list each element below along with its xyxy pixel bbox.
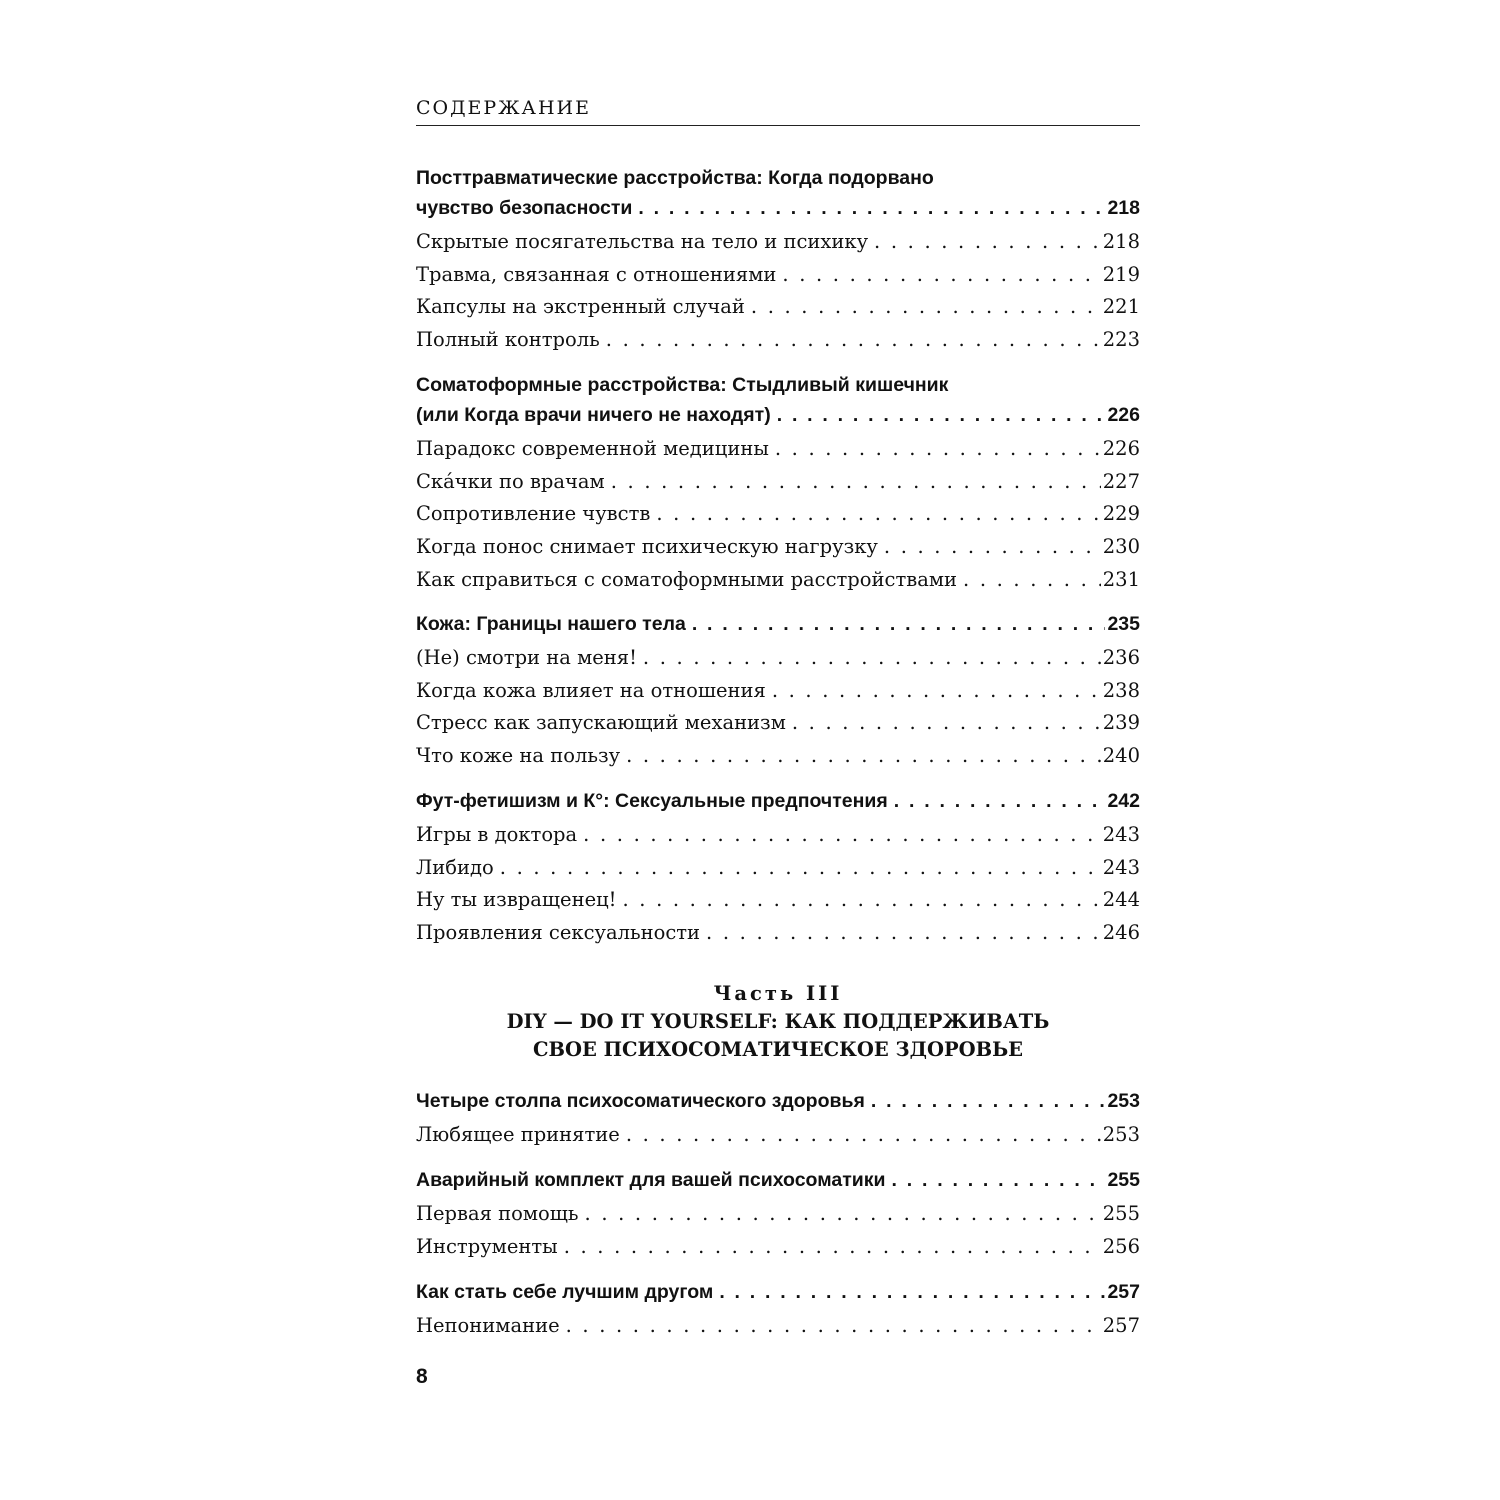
item-page: 231	[1102, 567, 1140, 591]
dot-leader	[777, 400, 1106, 430]
dot-leader	[626, 740, 1101, 773]
toc-item[interactable]	[416, 740, 1140, 773]
toc-section	[416, 1165, 1140, 1263]
header-rule	[416, 125, 1140, 126]
dot-leader	[611, 466, 1101, 499]
toc-item[interactable]	[416, 819, 1140, 852]
item-page: 236	[1102, 646, 1140, 669]
item-title: Капсулы на экстренный случай	[416, 295, 745, 319]
toc-item[interactable]	[416, 884, 1140, 917]
item-page: 226	[1102, 437, 1140, 460]
item-title: Непонимание	[416, 1314, 560, 1337]
chapter-page: 257	[1107, 1281, 1140, 1303]
dot-leader	[775, 433, 1101, 466]
chapter-title-line: Посттравматические расстройства: Когда подорвано	[416, 167, 934, 189]
toc-section	[416, 1086, 1140, 1152]
item-title: Скрытые посягательства на тело и психику	[416, 230, 869, 253]
item-page: 238	[1102, 678, 1140, 702]
dot-leader	[500, 852, 1101, 885]
toc-item[interactable]	[416, 707, 1140, 740]
item-title: Сопротивление чувств	[416, 502, 651, 526]
toc-item[interactable]	[416, 324, 1140, 357]
item-page: 221	[1102, 295, 1140, 319]
dot-leader	[751, 291, 1101, 324]
part-heading	[416, 980, 1140, 1064]
item-title: Проявления сексуальности	[416, 921, 701, 945]
toc-item[interactable]	[416, 642, 1140, 675]
dot-leader	[772, 675, 1101, 708]
item-title: Что коже на пользу	[416, 744, 621, 768]
toc-section	[416, 1277, 1140, 1343]
item-page: 257	[1102, 1314, 1140, 1337]
chapter-title-line: (или Когда врачи ничего не находят)	[416, 404, 771, 426]
item-page: 253	[1102, 1123, 1140, 1146]
toc-section	[416, 163, 1140, 357]
chapter-entry[interactable]	[416, 163, 1140, 223]
dot-leader	[638, 193, 1105, 223]
item-page: 246	[1102, 921, 1140, 945]
item-title: (Не) смотри на меня!	[416, 646, 637, 669]
dot-leader	[622, 884, 1100, 917]
toc-item[interactable]	[416, 259, 1140, 292]
toc-section	[416, 370, 1140, 596]
chapter-page: 242	[1107, 790, 1140, 812]
item-page: 227	[1102, 469, 1140, 493]
item-title: Скáчки по врачам	[416, 469, 605, 493]
toc-item[interactable]	[416, 675, 1140, 708]
item-title: Ну ты извращенец!	[416, 888, 617, 912]
item-page: 239	[1102, 711, 1140, 735]
item-page: 255	[1102, 1202, 1140, 1225]
toc-item[interactable]	[416, 291, 1140, 324]
toc-item[interactable]	[416, 564, 1140, 597]
chapter-page: 253	[1107, 1090, 1140, 1112]
item-title: Полный контроль	[416, 328, 600, 352]
chapter-title-line: Четыре столпа психосоматического здоровья	[416, 1090, 865, 1112]
item-page: 223	[1102, 328, 1140, 352]
item-title: Когда кожа влияет на отношения	[416, 678, 766, 702]
toc-item[interactable]	[416, 1231, 1140, 1264]
item-title: Инструменты	[416, 1234, 558, 1258]
toc-page	[416, 0, 1140, 1500]
part-title-line: DIY — DO IT YOURSELF: КАК ПОДДЕРЖИВАТЬ	[506, 1010, 1050, 1033]
item-page: 230	[1102, 535, 1140, 559]
chapter-title-line: Фут-фетишизм и К°: Сексуальные предпочтения	[416, 790, 888, 812]
dot-leader	[782, 259, 1100, 292]
page-number: 8	[416, 1365, 428, 1388]
chapter-entry[interactable]	[416, 1165, 1140, 1195]
chapter-page: 226	[1107, 404, 1140, 426]
dot-leader	[792, 707, 1101, 740]
chapter-title-line: Как стать себе лучшим другом	[416, 1281, 714, 1303]
chapter-title-line: Аварийный комплект для вашей психосоматики	[416, 1169, 886, 1191]
dot-leader	[583, 819, 1101, 852]
toc-item[interactable]	[416, 466, 1140, 499]
item-title: Как справиться с соматоформными расстройствами	[416, 567, 958, 591]
chapter-entry[interactable]	[416, 370, 1140, 430]
item-title: Травма, связанная с отношениями	[416, 262, 777, 286]
dot-leader	[894, 786, 1106, 816]
chapter-title-line: чувство безопасности	[416, 197, 633, 219]
item-page: 240	[1102, 744, 1140, 768]
toc-item[interactable]	[416, 531, 1140, 564]
running-head: СОДЕРЖАНИЕ	[416, 97, 591, 119]
item-title: Первая помощь	[416, 1202, 579, 1225]
dot-leader	[585, 1198, 1101, 1231]
item-title: Любящее принятие	[416, 1123, 620, 1146]
toc-item[interactable]	[416, 852, 1140, 885]
dot-leader	[963, 564, 1101, 597]
toc-item[interactable]	[416, 498, 1140, 531]
toc-item[interactable]	[416, 1198, 1140, 1231]
chapter-page: 255	[1107, 1169, 1140, 1191]
part-number: Часть III	[713, 982, 843, 1005]
item-title: Парадокс современной медицины	[416, 437, 769, 460]
toc-item[interactable]	[416, 433, 1140, 466]
chapter-title-line: Соматоформные расстройства: Стыдливый кишечник	[416, 374, 949, 396]
dot-leader	[892, 1165, 1106, 1195]
item-title: Игры в доктора	[416, 823, 578, 846]
item-page: 244	[1102, 888, 1140, 912]
dot-leader	[692, 609, 1106, 639]
dot-leader	[871, 1086, 1106, 1116]
item-page: 243	[1102, 823, 1140, 846]
dot-leader	[566, 1310, 1101, 1343]
toc-item[interactable]	[416, 917, 1140, 950]
dot-leader	[656, 498, 1100, 531]
chapter-entry[interactable]	[416, 609, 1140, 639]
toc-section	[416, 786, 1140, 950]
item-page: 219	[1102, 262, 1140, 286]
dot-leader	[606, 324, 1101, 357]
item-page: 243	[1102, 855, 1140, 879]
dot-leader	[643, 642, 1101, 675]
chapter-entry[interactable]	[416, 786, 1140, 816]
chapter-page: 218	[1107, 197, 1140, 219]
toc-item[interactable]	[416, 226, 1140, 259]
item-page: 229	[1102, 502, 1140, 526]
item-page: 218	[1102, 230, 1140, 253]
dot-leader	[884, 531, 1101, 564]
dot-leader	[706, 917, 1101, 950]
chapter-page: 235	[1107, 613, 1140, 635]
item-title: Либидо	[416, 855, 494, 879]
dot-leader	[874, 226, 1101, 259]
toc-item[interactable]	[416, 1310, 1140, 1343]
chapter-entry[interactable]	[416, 1086, 1140, 1116]
chapter-title-line: Кожа: Границы нашего тела	[416, 613, 686, 635]
dot-leader	[564, 1231, 1101, 1264]
part-title-line: СВОЕ ПСИХОСОМАТИЧЕСКОЕ ЗДОРОВЬЕ	[532, 1038, 1024, 1061]
item-title: Когда понос снимает психическую нагрузку	[416, 535, 878, 559]
dot-leader	[626, 1119, 1101, 1152]
item-page: 256	[1102, 1234, 1140, 1258]
toc-section	[416, 609, 1140, 773]
dot-leader	[719, 1277, 1105, 1307]
toc-item[interactable]	[416, 1119, 1140, 1152]
chapter-entry[interactable]	[416, 1277, 1140, 1307]
item-title: Стресс как запускающий механизм	[416, 711, 786, 735]
